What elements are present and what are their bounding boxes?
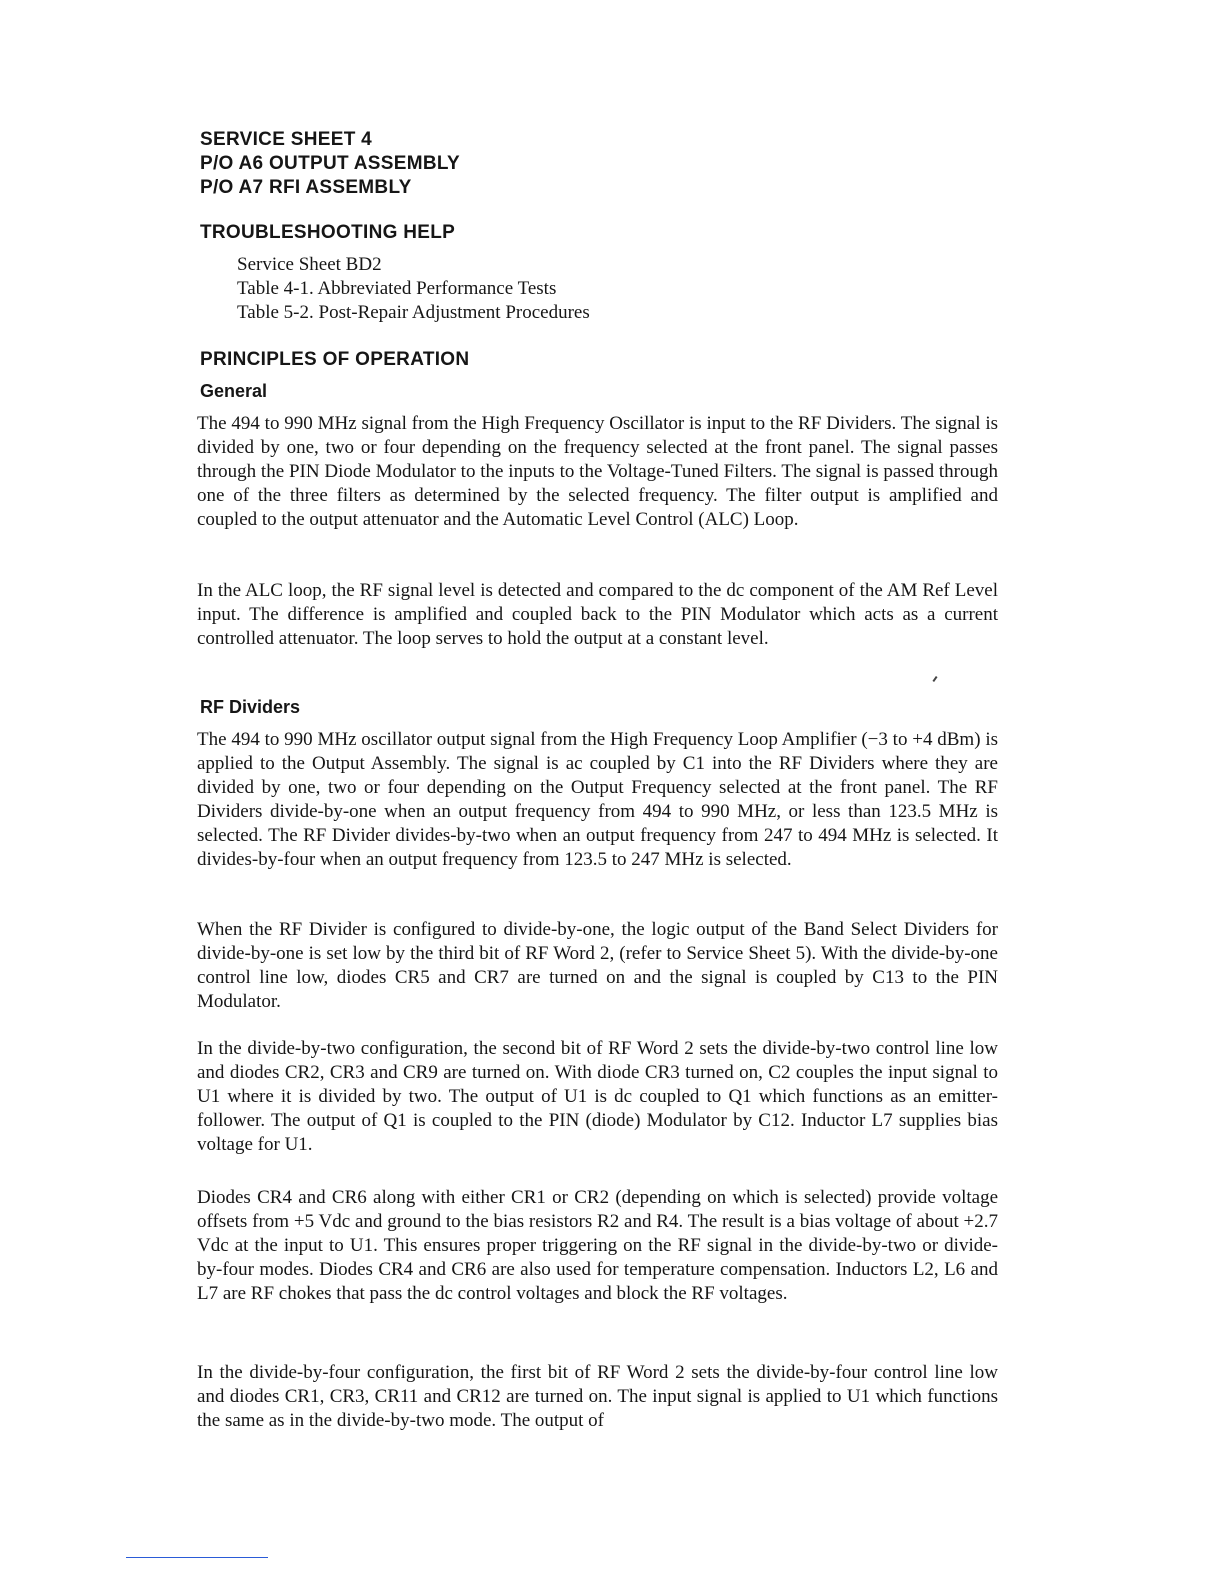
general-paragraph-1: The 494 to 990 MHz signal from the High Frequency Oscillator is input to the RF Dividers. The signal is divided by one, two or four depending on the frequency selected at the front panel. The signal passes through the PIN Diode Modulator to the inputs to the Voltage-Tuned Filters. The signal is passed through one of the three filters as determined by the selected frequency. The filter output is amplified and coupled to the output attenuator and the Automatic Level Control (ALC) Loop. <box>197 413 998 530</box>
rf-dividers-paragraph-2: When the RF Divider is configured to divide-by-one, the logic output of the Band Select Dividers for divide-by-one is set low by the third bit of RF Word 2, (refer to Service Sheet 5). With the divide-by-one control line low, diodes CR5 and CR7 are turned on and the signal is coupled by C13 to the PIN Modulator. <box>197 919 998 1012</box>
stray-mark <box>932 676 937 682</box>
assembly-line-a7: P/O A7 RFI ASSEMBLY <box>200 177 412 198</box>
assembly-line-a6: P/O A6 OUTPUT ASSEMBLY <box>200 153 460 174</box>
rf-dividers-paragraph-4: Diodes CR4 and CR6 along with either CR1 or CR2 (depending on which is selected) provide voltage offsets from +5 Vdc and ground to the bias resistors R2 and R4. The result is a bias voltage of about +2.7 Vdc at the input to U1. This ensures proper triggering on the RF signal in the divide-by-two or divide-by-four modes. Diodes CR4 and CR6 are also used for temperature compensation. Inductors L2, L6 and L7 are RF chokes that pass the dc control voltages and block the RF voltages. <box>197 1187 998 1304</box>
general-paragraph-2: In the ALC loop, the RF signal level is detected and compared to the dc component of the AM Ref Level input. The difference is amplified and coupled back to the PIN Modulator which acts as a current controlled attenuator. The loop serves to hold the output at a constant level. <box>197 580 998 649</box>
service-sheet-header <box>200 128 460 200</box>
rf-dividers-paragraph-5: In the divide-by-four configuration, the first bit of RF Word 2 sets the divide-by-four control line low and diodes CR1, CR3, CR11 and CR12 are turned on. The input signal is applied to U1 which functions the same as in the divide-by-two mode. The output of <box>197 1362 998 1431</box>
footnote-rule <box>126 1557 268 1558</box>
service-sheet-title: SERVICE SHEET 4 <box>200 129 373 150</box>
rf-dividers-paragraph-1: The 494 to 990 MHz oscillator output signal from the High Frequency Loop Amplifier (−3 to +4 dBm) is applied to the Output Assembly. The signal is ac coupled by C1 into the RF Dividers where they are divided by one, two or four depending on the Output Frequency selected at the front panel. The RF Dividers divide-by-one when an output frequency from 494 to 990 MHz, or less than 123.5 MHz is selected. The RF Divider divides-by-two when an output frequency from 247 to 494 MHz is selected. It divides-by-four when an output frequency from 123.5 to 247 MHz is selected. <box>197 729 998 870</box>
troubleshooting-item: Table 5-2. Post-Repair Adjustment Procedures <box>237 302 590 323</box>
troubleshooting-item: Service Sheet BD2 <box>237 254 382 275</box>
troubleshooting-heading: TROUBLESHOOTING HELP <box>200 222 456 243</box>
rf-dividers-paragraph-3: In the divide-by-two configuration, the second bit of RF Word 2 sets the divide-by-two control line low and diodes CR2, CR3 and CR9 are turned on. With diode CR3 turned on, C2 couples the input signal to U1 where it is divided by two. The output of U1 is dc coupled to Q1 which functions as an emitter-follower. The output of Q1 is coupled to the PIN (diode) Modulator by C12. Inductor L7 supplies bias voltage for U1. <box>197 1038 998 1155</box>
troubleshooting-list <box>237 253 590 325</box>
troubleshooting-item: Table 4-1. Abbreviated Performance Tests <box>237 278 557 299</box>
rf-dividers-heading: RF Dividers <box>200 697 301 717</box>
principles-heading: PRINCIPLES OF OPERATION <box>200 349 470 370</box>
general-heading: General <box>200 381 268 401</box>
